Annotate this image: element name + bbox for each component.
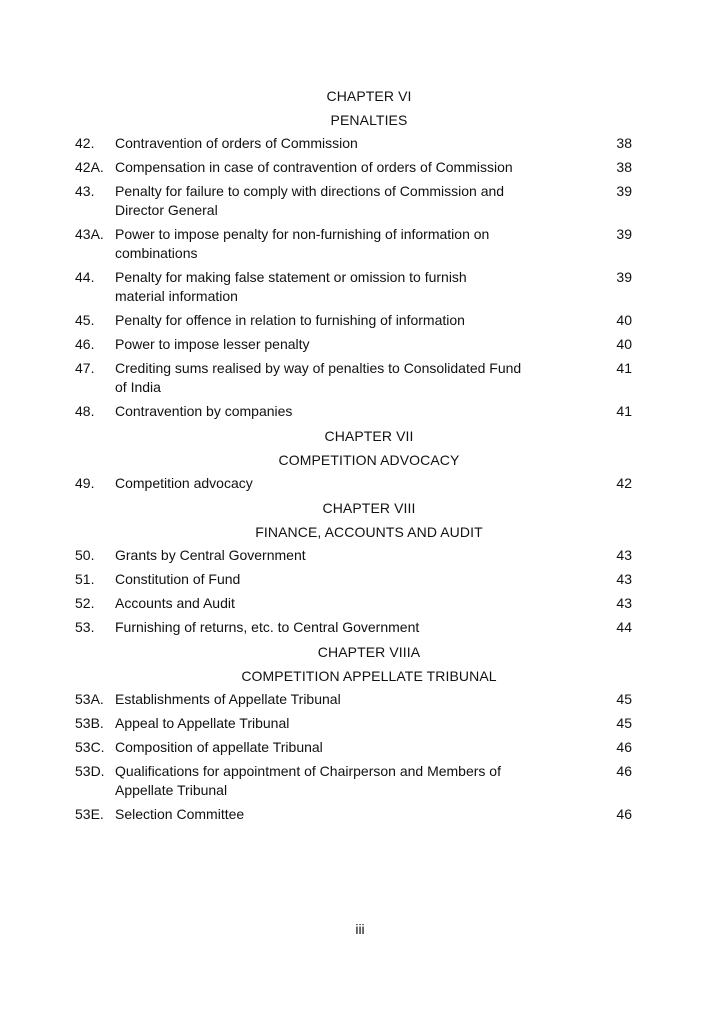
toc-entry: [0, 714, 720, 738]
toc-entry: [0, 225, 720, 268]
section-number: 53E.: [75, 806, 104, 822]
section-title: Grants by Central Government: [115, 547, 306, 563]
section-title: Constitution of Fund: [115, 571, 241, 587]
page-number: 38: [616, 135, 632, 151]
chapter-heading: CHAPTER VII: [324, 428, 414, 444]
section-number: 47.: [75, 360, 95, 376]
toc-entry: [0, 762, 720, 805]
section-title: Power to impose penalty for non-furnishing of information on combinations: [115, 226, 490, 261]
section-number: 53D.: [75, 763, 105, 779]
section-number: 43A.: [75, 226, 104, 242]
section-number: 44.: [75, 269, 95, 285]
toc-entry: [0, 690, 720, 714]
section-number: 42.: [75, 135, 95, 151]
page-number: 46: [616, 739, 632, 755]
section-title: Penalty for failure to comply with directions of Commission and Director General: [115, 183, 505, 218]
page-number: 42: [616, 475, 632, 491]
toc-entry: [0, 594, 720, 618]
section-title: Penalty for making false statement or omission to furnish material information: [115, 269, 467, 304]
page-number: 46: [616, 763, 632, 779]
page-number: 43: [616, 547, 632, 563]
page-number: 41: [616, 403, 632, 419]
section-number: 50.: [75, 547, 95, 563]
page-number: 40: [616, 336, 632, 352]
section-title: Appeal to Appellate Tribunal: [115, 715, 290, 731]
toc-entry: [0, 546, 720, 570]
table-of-contents: [0, 86, 720, 829]
toc-entry: [0, 805, 720, 829]
toc-entry: [0, 311, 720, 335]
chapter-heading: CHAPTER VIIIA: [317, 644, 421, 660]
chapter-heading: CHAPTER VI: [326, 88, 412, 104]
toc-entry: [0, 182, 720, 225]
section-number: 43.: [75, 183, 95, 199]
page-number: 43: [616, 571, 632, 587]
section-number: 53A.: [75, 691, 104, 707]
section-title: Qualifications for appointment of Chairperson and Members of Appellate Tribunal: [115, 763, 501, 798]
chapter-subtitle: PENALTIES: [330, 112, 408, 128]
section-number: 52.: [75, 595, 95, 611]
section-number: 53B.: [75, 715, 104, 731]
toc-entry: [0, 474, 720, 498]
section-title: Furnishing of returns, etc. to Central Government: [115, 619, 420, 635]
page-number: 45: [616, 715, 632, 731]
toc-entry: [0, 570, 720, 594]
section-title: Contravention by companies: [115, 403, 293, 419]
chapter-subtitle: FINANCE, ACCOUNTS AND AUDIT: [255, 524, 483, 540]
section-number: 51.: [75, 571, 95, 587]
section-title: Competition advocacy: [115, 475, 253, 491]
footer-page-number: iii: [355, 921, 365, 937]
page-number: 38: [616, 159, 632, 175]
section-number: 48.: [75, 403, 95, 419]
section-number: 42A.: [75, 159, 104, 175]
section-number: 46.: [75, 336, 95, 352]
section-title: Selection Committee: [115, 806, 245, 822]
section-number: 49.: [75, 475, 95, 491]
page-number: 41: [616, 360, 632, 376]
toc-entry: [0, 618, 720, 642]
toc-entry: [0, 268, 720, 311]
chapter-subtitle: COMPETITION APPELLATE TRIBUNAL: [241, 668, 497, 684]
section-title: Penalty for offence in relation to furnishing of information: [115, 312, 465, 328]
page-number: 46: [616, 806, 632, 822]
chapter-heading: CHAPTER VIII: [322, 500, 416, 516]
page-number: 44: [616, 619, 632, 635]
page-number: 39: [616, 183, 632, 199]
section-number: 53C.: [75, 739, 105, 755]
section-number: 45.: [75, 312, 95, 328]
toc-entry: [0, 335, 720, 359]
toc-entry: [0, 134, 720, 158]
page-number: 40: [616, 312, 632, 328]
section-title: Composition of appellate Tribunal: [115, 739, 323, 755]
section-title: Crediting sums realised by way of penalties to Consolidated Fund of India: [115, 360, 522, 395]
page-number: 43: [616, 595, 632, 611]
toc-entry: [0, 402, 720, 426]
section-title: Accounts and Audit: [115, 595, 235, 611]
section-title: Compensation in case of contravention of orders of Commission: [115, 159, 513, 175]
section-number: 53.: [75, 619, 95, 635]
toc-entry: [0, 738, 720, 762]
section-title: Contravention of orders of Commission: [115, 135, 358, 151]
section-title: Power to impose lesser penalty: [115, 336, 310, 352]
page-number: 39: [616, 226, 632, 242]
page-footer: [0, 921, 720, 937]
chapter-subtitle: COMPETITION ADVOCACY: [278, 452, 460, 468]
page-number: 39: [616, 269, 632, 285]
page-number: 45: [616, 691, 632, 707]
toc-entry: [0, 359, 720, 402]
section-title: Establishments of Appellate Tribunal: [115, 691, 341, 707]
toc-entry: [0, 158, 720, 182]
